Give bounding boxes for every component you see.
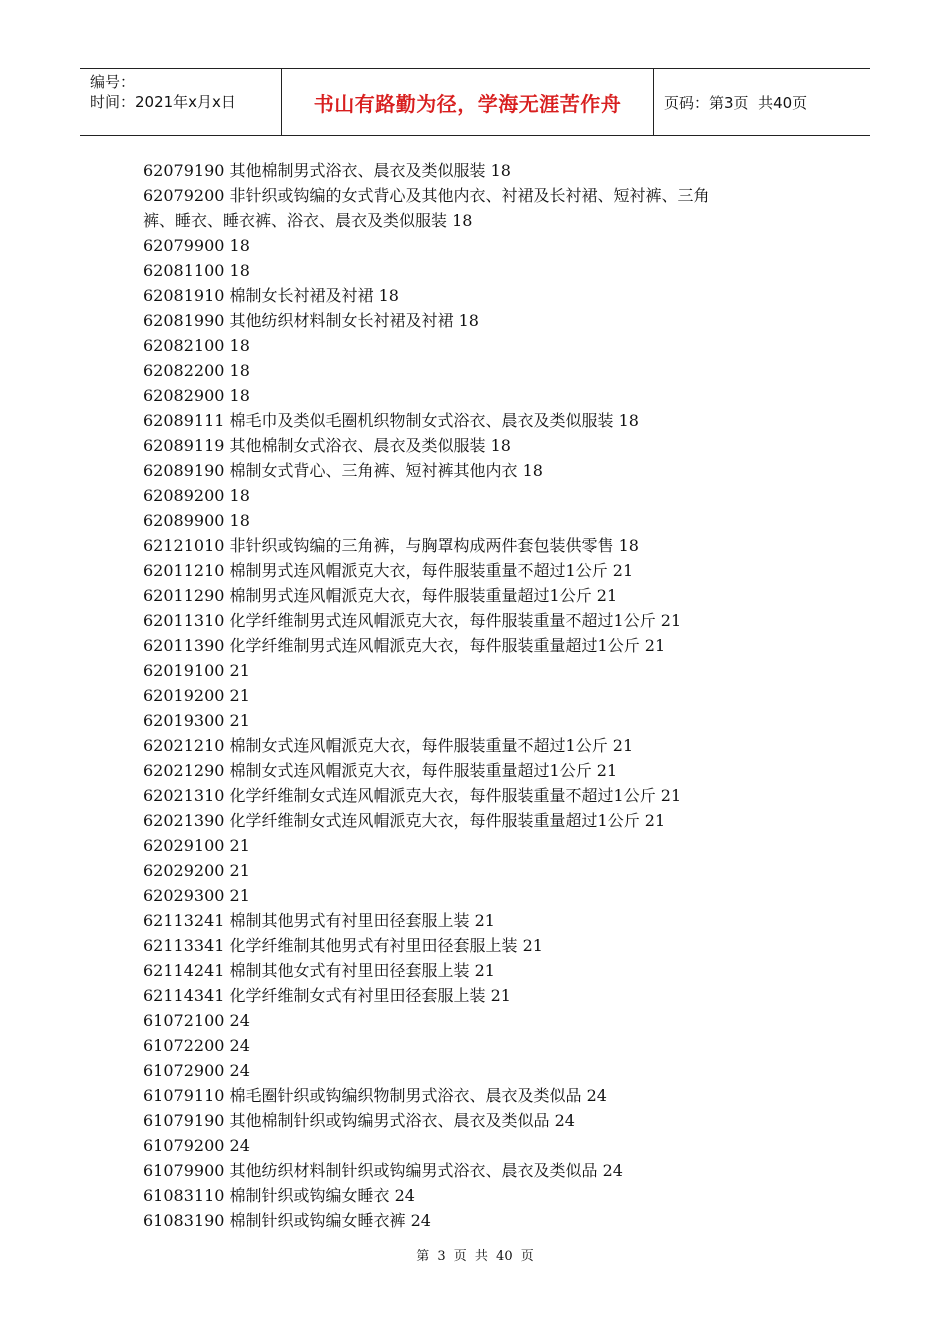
list-item: 62113341 化学纤维制其他男式有衬里田径套服上装 21 [143, 936, 543, 955]
header-meta [80, 69, 282, 135]
list-item: 62081990 其他纺织材料制女长衬裙及衬裙 18 [143, 311, 479, 330]
list-item: 62079900 18 [143, 236, 250, 255]
list-item: 62113241 棉制其他男式有衬里田径套服上装 21 [143, 911, 495, 930]
list-item: 61079190 其他棉制针织或钩编男式浴衣、晨衣及类似品 24 [143, 1111, 575, 1130]
list-item: 61079110 棉毛圈针织或钩编织物制男式浴衣、晨衣及类似品 24 [143, 1086, 607, 1105]
list-item: 61083110 棉制针织或钩编女睡衣 24 [143, 1186, 415, 1205]
list-item: 62021290 棉制女式连风帽派克大衣，每件服装重量超过1公斤 21 [143, 761, 618, 780]
list-item: 61083190 棉制针织或钩编女睡衣裤 24 [143, 1211, 431, 1230]
list-item: 62019300 21 [143, 711, 250, 730]
list-item: 62121010 非针织或钩编的三角裤，与胸罩构成两件套包装供零售 18 [143, 536, 639, 555]
list-item: 62114241 棉制其他女式有衬里田径套服上装 21 [143, 961, 495, 980]
list-item: 62021210 棉制女式连风帽派克大衣，每件服装重量不超过1公斤 21 [143, 736, 634, 755]
list-item: 62082100 18 [143, 336, 250, 355]
list-item: 62089111 棉毛巾及类似毛圈机织物制女式浴衣、晨衣及类似服装 18 [143, 411, 639, 430]
list-item: 62019200 21 [143, 686, 250, 705]
list-item: 62081100 18 [143, 261, 250, 280]
list-item: 62021390 化学纤维制女式连风帽派克大衣，每件服装重量超过1公斤 21 [143, 811, 666, 830]
list-item: 62089200 18 [143, 486, 250, 505]
document-date-label: 时间：2021年x月x日 [90, 93, 236, 111]
document-header [80, 68, 870, 136]
header-motto: 书山有路勤为径，学海无涯苦作舟 [282, 69, 654, 135]
list-item: 61072900 24 [143, 1061, 250, 1080]
tariff-list [143, 158, 843, 1233]
list-item: 62089119 其他棉制女式浴衣、晨衣及类似服装 18 [143, 436, 511, 455]
list-item: 62011390 化学纤维制男式连风帽派克大衣，每件服装重量超过1公斤 21 [143, 636, 666, 655]
list-item: 62082900 18 [143, 386, 250, 405]
page-footer: 第 3 页 共 40 页 [416, 1249, 534, 1264]
list-item: 62011210 棉制男式连风帽派克大衣，每件服装重量不超过1公斤 21 [143, 561, 634, 580]
list-item: 裤、睡衣、睡衣裤、浴衣、晨衣及类似服装 18 [143, 211, 473, 230]
list-item: 62019100 21 [143, 661, 250, 680]
list-item: 62114341 化学纤维制女式有衬里田径套服上装 21 [143, 986, 511, 1005]
list-item: 62089900 18 [143, 511, 250, 530]
document-number-label: 编号： [90, 73, 136, 91]
list-item: 62021310 化学纤维制女式连风帽派克大衣，每件服装重量不超过1公斤 21 [143, 786, 682, 805]
list-item: 62029100 21 [143, 836, 250, 855]
list-item: 61072200 24 [143, 1036, 250, 1055]
list-item: 61072100 24 [143, 1011, 250, 1030]
list-item: 62081910 棉制女长衬裙及衬裙 18 [143, 286, 399, 305]
list-item: 62029300 21 [143, 886, 250, 905]
list-item: 62079190 其他棉制男式浴衣、晨衣及类似服装 18 [143, 161, 511, 180]
list-item: 62079200 非针织或钩编的女式背心及其他内衣、衬裙及长衬裙、短衬裤、三角 [143, 186, 710, 205]
header-page-info: 页码：第3页 共40页 [664, 93, 808, 112]
list-item: 62011290 棉制男式连风帽派克大衣，每件服装重量超过1公斤 21 [143, 586, 618, 605]
list-item: 62082200 18 [143, 361, 250, 380]
list-item: 62029200 21 [143, 861, 250, 880]
list-item: 61079200 24 [143, 1136, 250, 1155]
list-item: 62011310 化学纤维制男式连风帽派克大衣，每件服装重量不超过1公斤 21 [143, 611, 682, 630]
list-item: 61079900 其他纺织材料制针织或钩编男式浴衣、晨衣及类似品 24 [143, 1161, 623, 1180]
list-item: 62089190 棉制女式背心、三角裤、短衬裤其他内衣 18 [143, 461, 543, 480]
